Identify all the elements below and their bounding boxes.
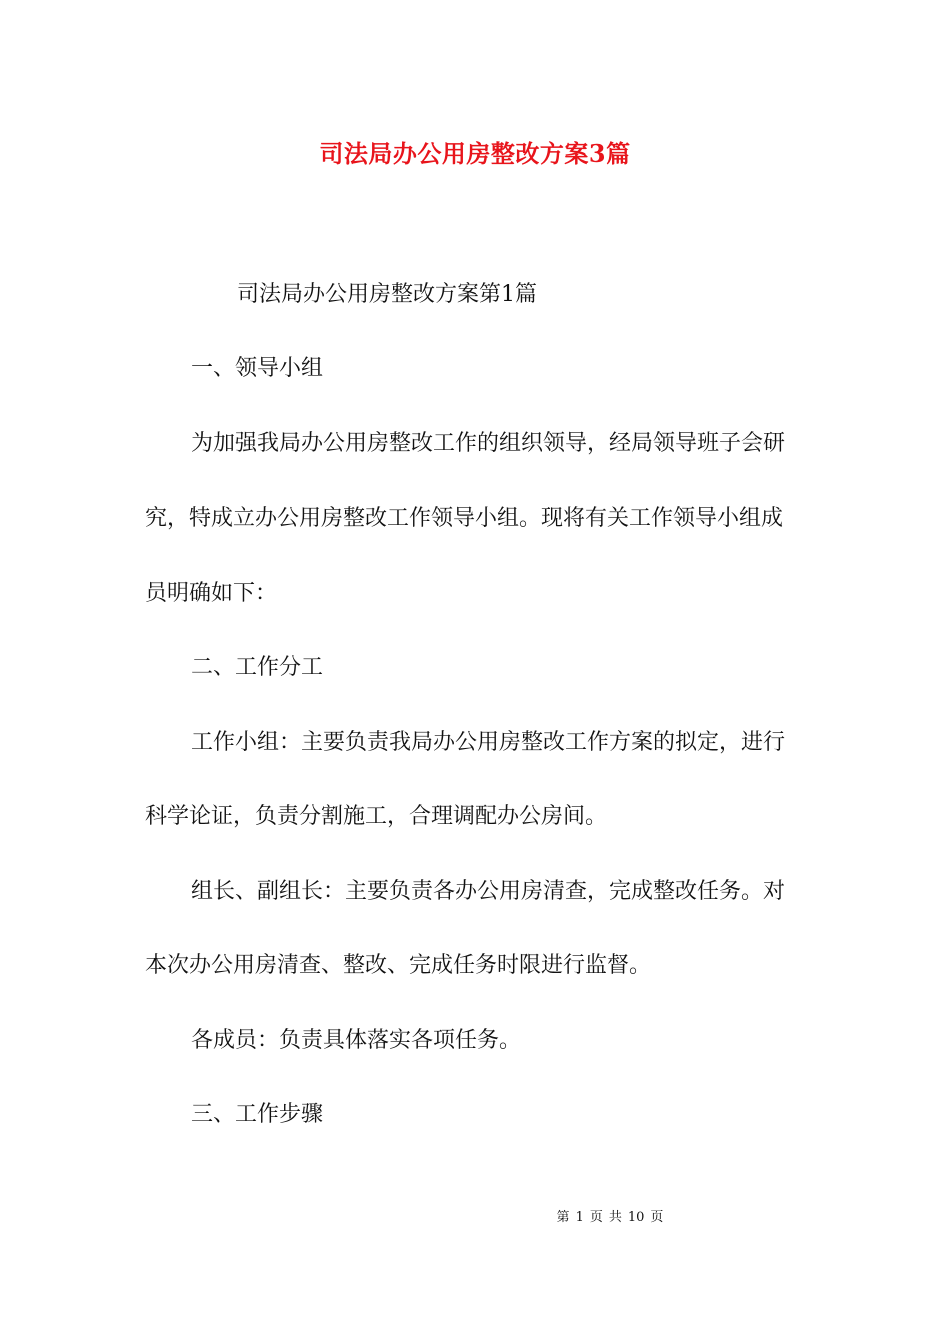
paragraph-line: 工作小组：主要负责我局办公用房整改工作方案的拟定，进行 bbox=[191, 730, 786, 755]
footer-page-number: 1 bbox=[575, 1210, 584, 1225]
paragraph-line: 各成员：负责具体落实各项任务。 bbox=[191, 1028, 522, 1053]
section-heading: 司法局办公用房整改方案第1篇 bbox=[237, 282, 537, 307]
page-footer bbox=[0, 1208, 950, 1228]
paragraph-line: 究，特成立办公用房整改工作领导小组。现将有关工作领导小组成 bbox=[145, 506, 784, 531]
paragraph-line: 科学论证，负责分割施工，合理调配办公房间。 bbox=[145, 804, 608, 829]
footer-total-label: 共 bbox=[608, 1210, 622, 1225]
paragraph-line: 组长、副组长：主要负责各办公用房清查，完成整改任务。对 bbox=[191, 879, 786, 904]
paragraph-line: 为加强我局办公用房整改工作的组织领导，经局领导班子会研 bbox=[191, 431, 786, 456]
paragraph-line: 本次办公用房清查、整改、完成任务时限进行监督。 bbox=[145, 953, 652, 978]
section-heading: 三、工作步骤 bbox=[191, 1102, 324, 1127]
footer-page-label: 页 bbox=[589, 1210, 603, 1225]
section-heading: 二、工作分工 bbox=[191, 655, 324, 680]
footer-suffix: 页 bbox=[650, 1210, 664, 1225]
paragraph-line: 员明确如下： bbox=[145, 581, 278, 606]
footer-prefix: 第 bbox=[556, 1210, 570, 1225]
footer-total-pages: 10 bbox=[627, 1210, 645, 1225]
document-title: 司法局办公用房整改方案3篇 bbox=[319, 139, 631, 168]
section-heading: 一、领导小组 bbox=[191, 356, 324, 381]
